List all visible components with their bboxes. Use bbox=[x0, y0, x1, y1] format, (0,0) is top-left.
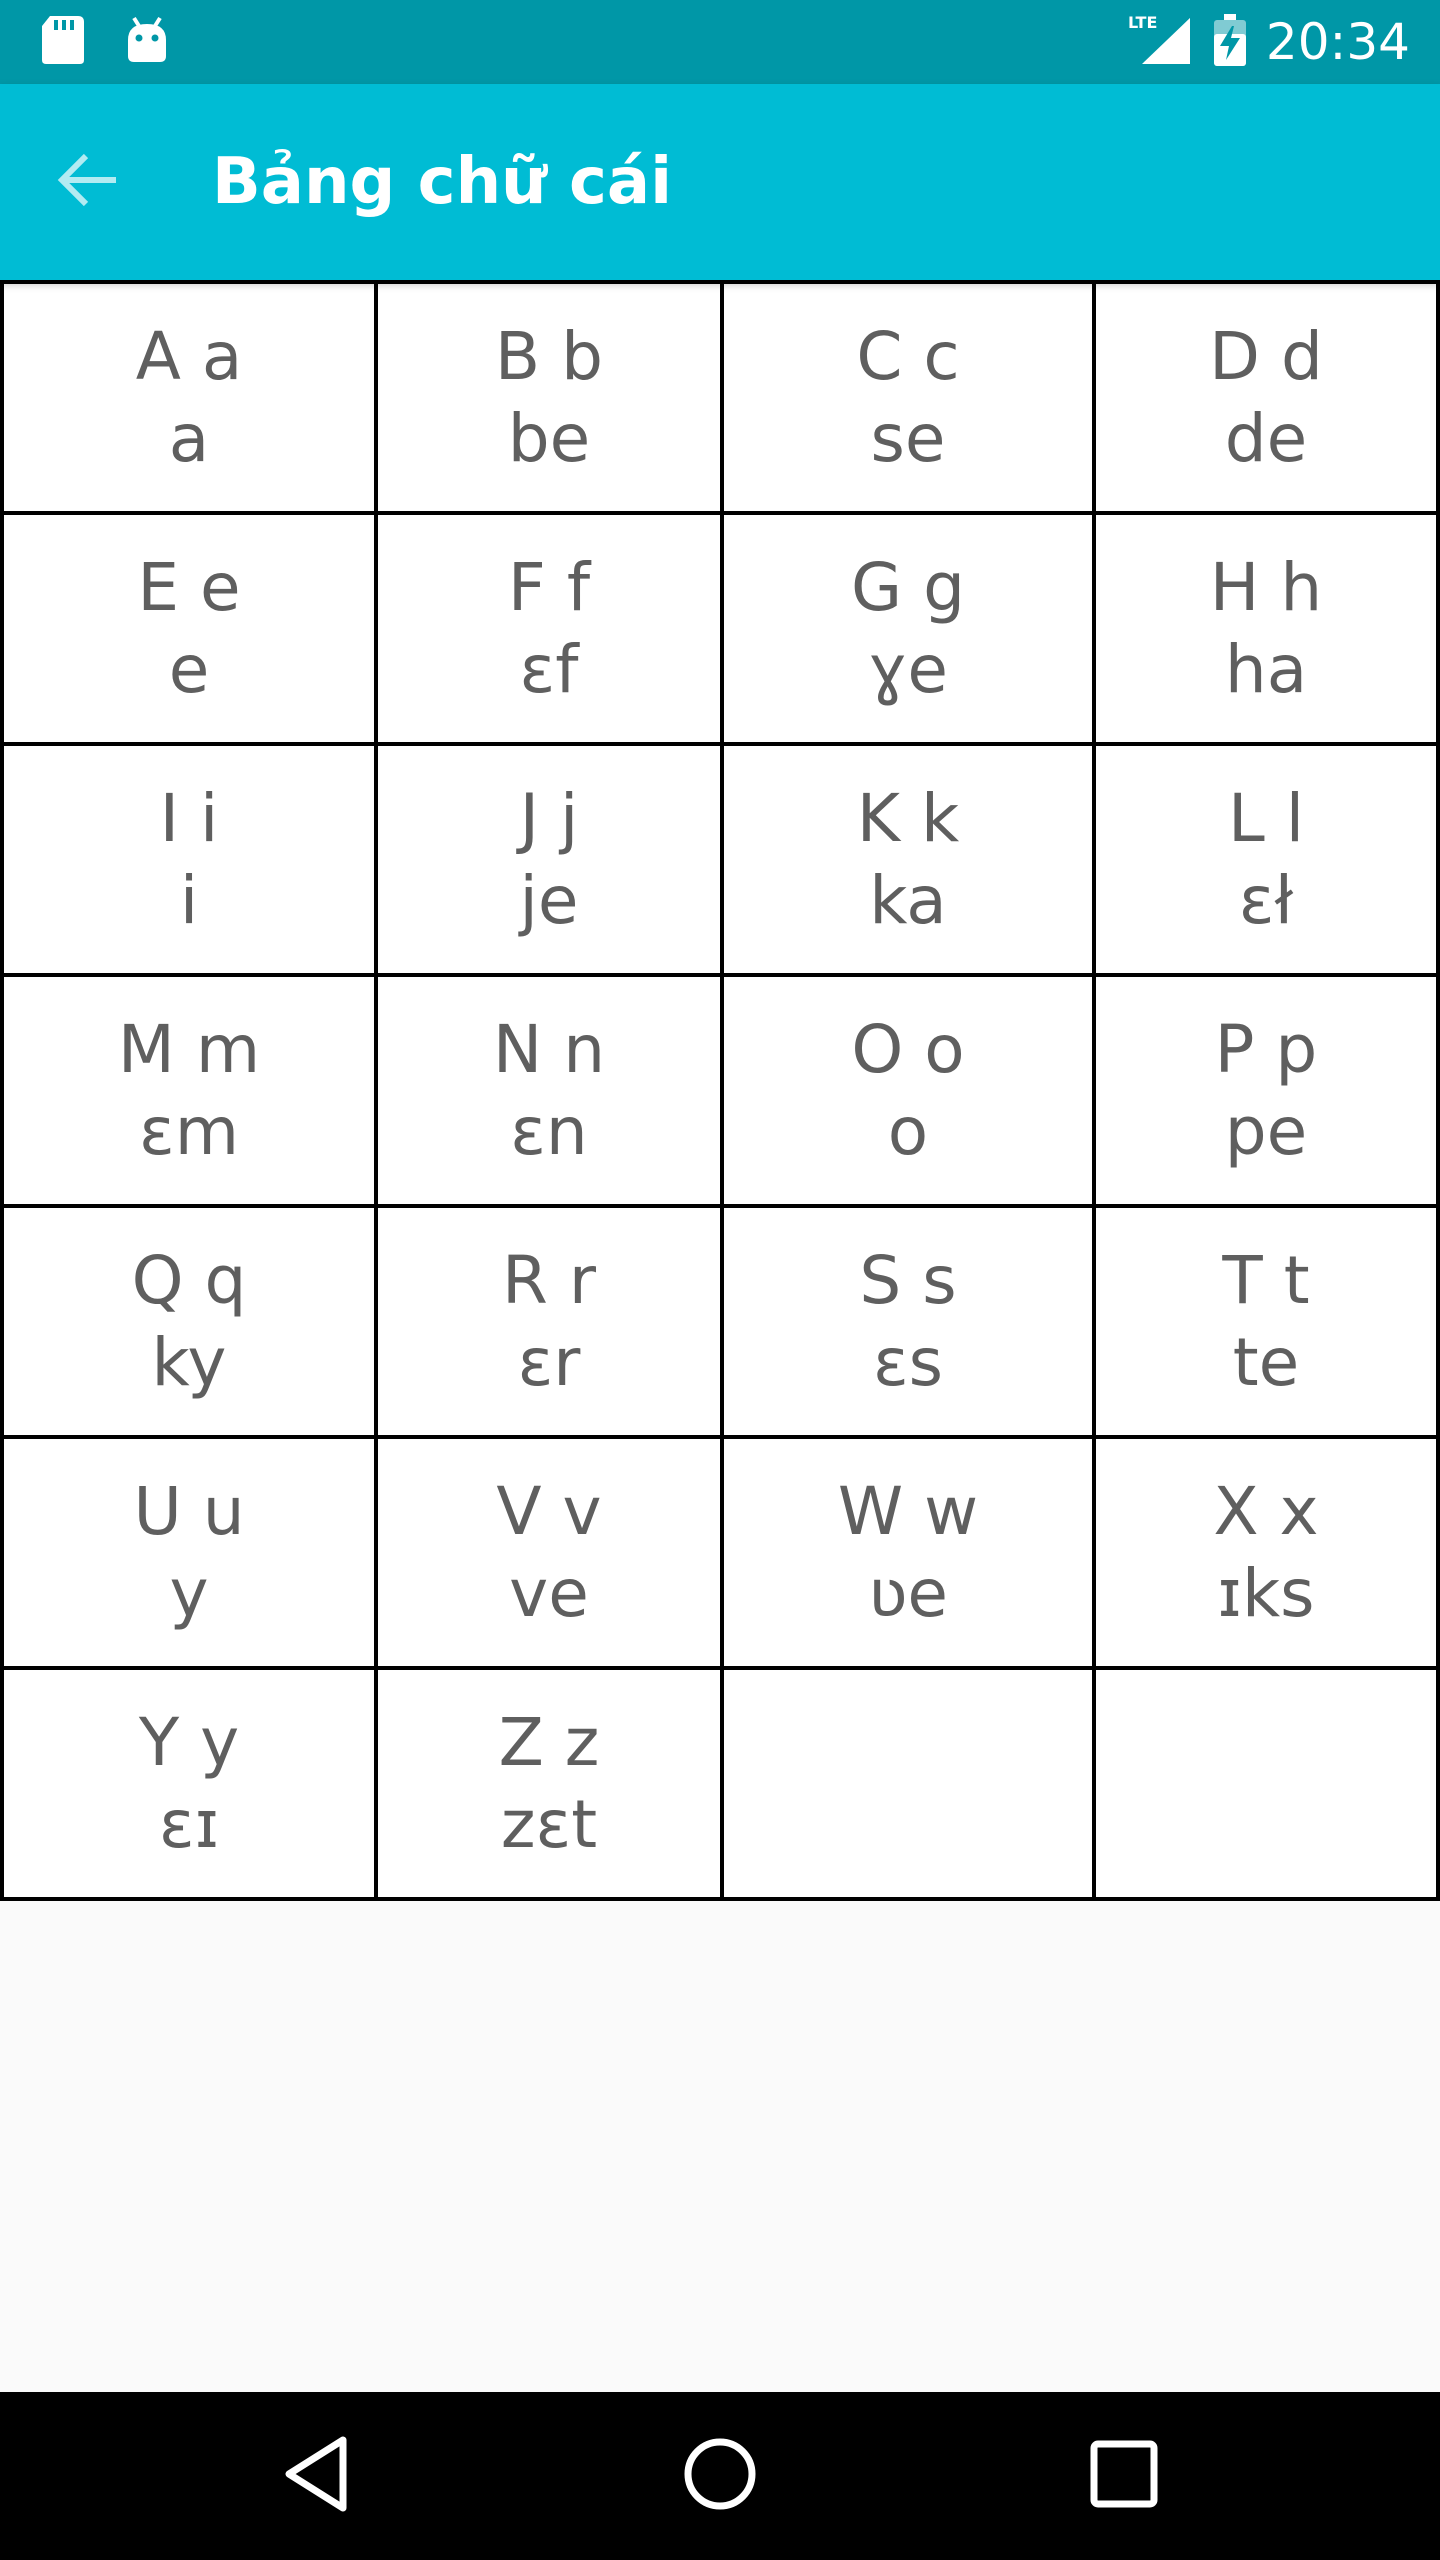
pronunciation-label: be bbox=[507, 399, 591, 477]
recents-square-icon bbox=[1084, 2434, 1164, 2519]
letter-cell[interactable] bbox=[374, 1666, 724, 1901]
pronunciation-label: o bbox=[887, 1092, 929, 1170]
pronunciation-label: pe bbox=[1224, 1092, 1308, 1170]
android-debug-icon bbox=[124, 14, 170, 71]
pronunciation-label: ɛs bbox=[872, 1323, 944, 1401]
letter-cell[interactable] bbox=[720, 1204, 1096, 1439]
lte-signal-icon bbox=[1128, 12, 1194, 73]
letter-cell[interactable] bbox=[0, 511, 378, 746]
letter-cell[interactable] bbox=[374, 973, 724, 1208]
nav-home-button[interactable] bbox=[666, 2422, 774, 2530]
pronunciation-label: ɛr bbox=[517, 1323, 581, 1401]
pronunciation-label: ɛɪ bbox=[158, 1785, 220, 1863]
letter-label: H h bbox=[1209, 548, 1323, 626]
pronunciation-label: ɛm bbox=[139, 1092, 239, 1170]
letter-label: Y y bbox=[138, 1703, 240, 1781]
letter-label: B b bbox=[494, 317, 604, 395]
letter-cell[interactable] bbox=[720, 1435, 1096, 1670]
arrow-back-icon bbox=[56, 148, 120, 217]
pronunciation-label: te bbox=[1232, 1323, 1300, 1401]
pronunciation-label: e bbox=[168, 630, 210, 708]
letter-cell[interactable] bbox=[1092, 280, 1440, 515]
letter-label: Q q bbox=[131, 1241, 247, 1319]
battery-charging-icon bbox=[1212, 12, 1248, 73]
letter-cell[interactable] bbox=[374, 1435, 724, 1670]
pronunciation-label: ɛf bbox=[519, 630, 579, 708]
letter-cell[interactable] bbox=[720, 742, 1096, 977]
letter-label: I i bbox=[159, 779, 219, 857]
letter-label: N n bbox=[492, 1010, 606, 1088]
pronunciation-label: ʋe bbox=[867, 1554, 949, 1632]
pronunciation-label: ha bbox=[1224, 630, 1308, 708]
letter-label: G g bbox=[850, 548, 966, 626]
letter-label: D d bbox=[1209, 317, 1323, 395]
letter-cell[interactable] bbox=[0, 1666, 378, 1901]
letter-label: O o bbox=[851, 1010, 965, 1088]
back-triangle-icon bbox=[281, 2434, 351, 2519]
pronunciation-label: de bbox=[1224, 399, 1308, 477]
sd-card-icon bbox=[40, 14, 86, 71]
letter-label: E e bbox=[137, 548, 241, 626]
letter-cell[interactable] bbox=[0, 742, 378, 977]
back-button[interactable] bbox=[40, 134, 136, 230]
letter-cell[interactable] bbox=[720, 973, 1096, 1208]
letter-label: A a bbox=[135, 317, 243, 395]
home-circle-icon bbox=[680, 2434, 760, 2519]
letter-label: L l bbox=[1227, 779, 1305, 857]
letter-label: W w bbox=[837, 1472, 979, 1550]
pronunciation-label: je bbox=[519, 861, 579, 939]
letter-cell[interactable] bbox=[374, 511, 724, 746]
letter-label: U u bbox=[133, 1472, 245, 1550]
pronunciation-label: ky bbox=[151, 1323, 227, 1401]
pronunciation-label: se bbox=[870, 399, 946, 477]
pronunciation-label: ka bbox=[869, 861, 947, 939]
letter-label: S s bbox=[859, 1241, 957, 1319]
letter-cell[interactable] bbox=[0, 1204, 378, 1439]
app-bar bbox=[0, 84, 1440, 280]
letter-cell[interactable] bbox=[720, 511, 1096, 746]
pronunciation-label: y bbox=[169, 1554, 209, 1632]
nav-back-button[interactable] bbox=[262, 2422, 370, 2530]
letter-cell[interactable] bbox=[374, 742, 724, 977]
pronunciation-label: zɛt bbox=[500, 1785, 598, 1863]
letter-cell[interactable] bbox=[1092, 511, 1440, 746]
pronunciation-label: ɛn bbox=[510, 1092, 588, 1170]
letter-label: J j bbox=[519, 779, 579, 857]
pronunciation-label: ve bbox=[509, 1554, 589, 1632]
letter-label: M m bbox=[117, 1010, 261, 1088]
page-title: Bảng chữ cái bbox=[212, 145, 673, 219]
letter-cell[interactable] bbox=[720, 280, 1096, 515]
letter-cell[interactable] bbox=[720, 1666, 1096, 1901]
nav-recents-button[interactable] bbox=[1070, 2422, 1178, 2530]
pronunciation-label: ɣe bbox=[868, 630, 948, 708]
clock: 20:34 bbox=[1265, 13, 1410, 71]
letter-cell[interactable] bbox=[0, 1435, 378, 1670]
pronunciation-label: ɪks bbox=[1217, 1554, 1315, 1632]
svg-text:LTE: LTE bbox=[1127, 12, 1158, 32]
letter-label: Z z bbox=[498, 1703, 600, 1781]
letter-label: V v bbox=[496, 1472, 602, 1550]
letter-label: C c bbox=[856, 317, 960, 395]
letter-label: X x bbox=[1213, 1472, 1319, 1550]
letter-label: R r bbox=[502, 1241, 596, 1319]
letter-cell[interactable] bbox=[1092, 1204, 1440, 1439]
status-bar bbox=[0, 0, 1440, 84]
letter-label: K k bbox=[856, 779, 960, 857]
letter-label: T t bbox=[1222, 1241, 1310, 1319]
letter-cell[interactable] bbox=[0, 973, 378, 1208]
letter-cell[interactable] bbox=[374, 1204, 724, 1439]
pronunciation-label: a bbox=[168, 399, 210, 477]
letter-cell[interactable] bbox=[1092, 1666, 1440, 1901]
letter-label: P p bbox=[1214, 1010, 1318, 1088]
letter-cell[interactable] bbox=[1092, 973, 1440, 1208]
pronunciation-label: ɛł bbox=[1238, 861, 1294, 939]
letter-cell[interactable] bbox=[0, 280, 378, 515]
letter-cell[interactable] bbox=[374, 280, 724, 515]
letter-cell[interactable] bbox=[1092, 1435, 1440, 1670]
letter-cell[interactable] bbox=[1092, 742, 1440, 977]
navigation-bar bbox=[0, 2392, 1440, 2560]
pronunciation-label: i bbox=[179, 861, 199, 939]
letter-label: F f bbox=[507, 548, 591, 626]
